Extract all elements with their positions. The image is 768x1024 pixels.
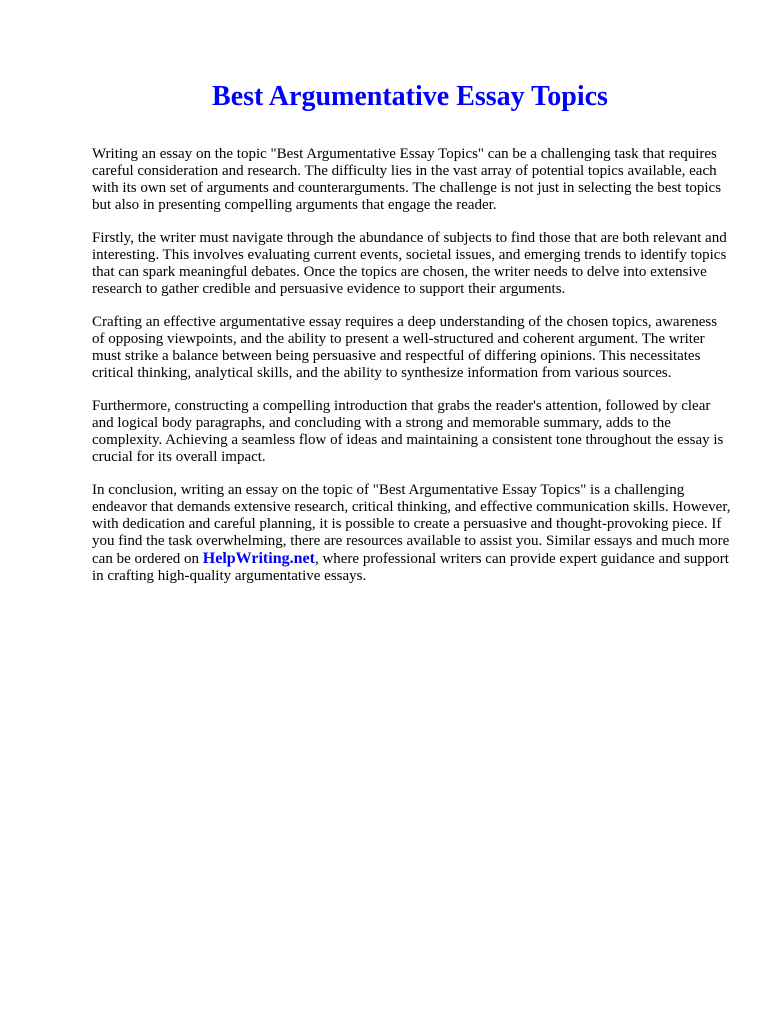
conclusion-text-after-link: , where professional writers can provide expert guidance and support in crafting high-quality argumentative essays. (92, 551, 729, 584)
paragraph-crafting: Crafting an effective argumentative essay requires a deep understanding of the chosen topics, awareness of opposing viewpoints, and the ability to present a well-structured and coherent argument. The writer must strike a balance between being persuasive and respectful of differing opinions. This necessitates critical thinking, analytical skills, and the ability to synthesize information from various sources. (92, 314, 718, 381)
paragraph-intro: Writing an essay on the topic "Best Argumentative Essay Topics" can be a challenging task that requires careful consideration and research. The difficulty lies in the vast array of potential topics available, each with its own set of arguments and counterarguments. The challenge is not just in selecting the best topics but also in presenting compelling arguments that engage the reader. (92, 146, 722, 213)
conclusion-text-before-link: In conclusion, writing an essay on the topic of "Best Argumentative Essay Topics" is a challenging endeavor that demands extensive research, critical thinking, and effective communication skills. However, with dedication and careful planning, it is possible to create a persuasive and thought-provoking piece. If you find the task overwhelming, there are resources available to assist you. Similar essays and much more can be ordered on (92, 482, 731, 567)
document-title: Best Argumentative Essay Topics (212, 81, 608, 112)
helpwriting-link[interactable]: HelpWriting.net (202, 550, 315, 567)
paragraph-firstly: Firstly, the writer must navigate through the abundance of subjects to find those that are both relevant and interesting. This involves evaluating current events, societal issues, and emerging trends to identify topics that can spark meaningful debates. Once the topics are chosen, the writer needs to delve into extensive research to gather credible and persuasive evidence to support their arguments. (92, 230, 727, 297)
paragraph-furthermore: Furthermore, constructing a compelling introduction that grabs the reader's attention, followed by clear and logical body paragraphs, and concluding with a strong and memorable summary, adds to the complexity. Achieving a seamless flow of ideas and maintaining a consistent tone throughout the essay is crucial for its overall impact. (92, 398, 724, 465)
paragraph-conclusion (92, 482, 732, 585)
document-body (92, 146, 732, 601)
